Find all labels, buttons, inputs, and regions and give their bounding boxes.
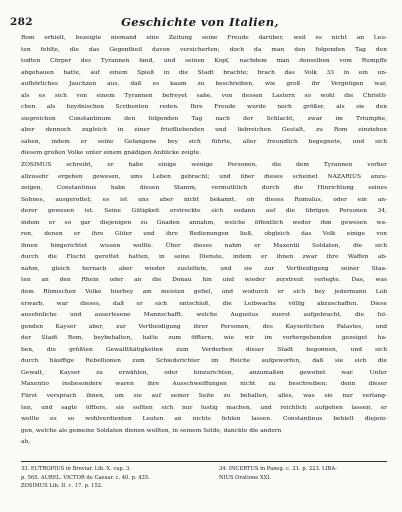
text-line: gen, welche als gemeine Soldaten dienen wollten, in seinem Solde, danckte die andern: [21, 427, 282, 434]
text-line: als es sich von einem Tyrannen befreyet sahe, von dessen Lastern so wohl die Christli-: [21, 92, 387, 99]
text-line: Rom erhielt, bezeigte niemand eine Zeitung seine Freude darüber, weil es nicht an Leu-: [21, 35, 387, 41]
text-line: todten Cörper des Tyrannen fand, und seinen Kopf, nachdem man denselben vom Rumpffe: [21, 58, 387, 65]
text-line: Sohnes, ausgerottet; es ist uns aber nicht bekannt, ob dieses Romulus, oder ein an-: [21, 196, 387, 203]
text-line: ZOSIMUS schreibt, er habe einige wenige Personen, die dem Tyrannen vorher: [21, 162, 387, 169]
text-line: nahm, gleich hernach aber wieder zustellete, und sie zur Vertheidigung seiner Staa-: [21, 265, 387, 272]
text-line: durch die Flucht gerettet hatten, in seine Dienste, indem er ihnen zwar ihre Waffen ab-: [21, 254, 387, 261]
footnotes-right-column: [219, 465, 387, 482]
text-line: indem er so gar diejenigen zu Gnaden annahm, welche öffentlich weder ihm gewesen wa-: [21, 219, 387, 226]
text-line: genden Kayser aber, zur Vertheidigung ihrer Personen, des Kayserlichen Palastes, und: [21, 323, 387, 330]
footnotes: [21, 465, 387, 497]
footnote-line: NIUS Oratione XXI.: [219, 474, 271, 481]
page-number: 282: [10, 16, 33, 28]
text-line: derer gewesen ist. Seine Gütigkeit erstreckte sich sodann auf die übrigen Personen 34,: [21, 208, 387, 215]
footnote-divider: [21, 461, 387, 462]
text-line: Maxentio insbesondere waren ihre Ausschweiffungen nicht zu beschreiben; denn dieser: [21, 381, 387, 388]
text-line: zeigen, Constantinus habe diesen Stamm, vermuthlich durch die Hinrichtung seines: [21, 185, 387, 192]
footnotes-left-column: [21, 465, 213, 491]
text-line: dem Römischen Volke hierbey am meisten gefiel, und wodurch er sich bey jedermann Lob: [21, 289, 387, 296]
text-line: ansehnliche und auserlesene Mannschafft, welche Augustus zuerst aufgebracht, die fol-: [21, 312, 387, 319]
text-line: abgehauen hatte, auf einem Spieß in die Stadt brachte; brach das Volk 33 in ein un-: [21, 69, 387, 76]
text-line: ten an den Rhein oder an die Donau hin und wieder zerstreut verlegte. Das, was: [21, 277, 387, 284]
text-line: aber dennoch zugleich in einer friedliebenden und liebreichen Gestalt, zu Rom einziehen: [21, 127, 387, 134]
running-title: Geschichte von Italien,: [121, 15, 279, 29]
text-line: chen als heydnischen Scribenten reden. Ihre Freude wurde noch größer, als sie den: [21, 104, 387, 111]
text-line: durch häuffige Rebellionen zum Schiedsrichter im Reiche aufgeworfen, daß sie sich die: [21, 358, 387, 365]
text-line: ben, die größten Gewaltthätigkeiten zum Verderben dieser Stadt begonnen, und sich: [21, 346, 387, 353]
text-line: Gewalt, Kayser zu erwählen, oder hinzurichten, anzumaßen gewohnt war. Unter: [21, 369, 387, 376]
footnote-line: ZOSIMUS Lib. II. c. 17. p. 152.: [21, 483, 103, 489]
text-line: ten, und sagte öffters, sie sollten sich nur lustig machen, und reichlich aufgehen lassen, er: [21, 404, 387, 411]
text-line: der Stadt Rom, beybehalten, hatte zum öfftern, wie wir im vorhergehenden gezeiget ha-: [21, 335, 387, 342]
text-line: erwarb, war dieses, daß er sich entschloß, die Leibwache völlig abzuschaffen. Diese: [21, 300, 387, 307]
text-line: Fürst versprach ihnen, um sie auf seiner Seite zu behalten, alles, was sie nur verlang-: [21, 392, 387, 399]
text-line: ihnen hingerichtet wissen wollte. Über dieses nahm er Maxentii Soldaten, die sich: [21, 242, 387, 249]
text-line: ten fehlte, die das Gegentheil davon versicherten; doch da man den folgenden Tag den: [21, 46, 387, 53]
footnote-line: 33. EUTROPIUS in Breviar. Lib. X. cap. 3.: [21, 466, 131, 472]
text-line: diesem großen Volke unter einem gnädigen Anblicke zeigte.: [21, 150, 202, 157]
text-line: ren, denen er ihre Güter und ihre Bedienungen ließ, obgleich das Volk einige von: [21, 231, 387, 238]
page-header: [10, 16, 390, 30]
body-text: [21, 33, 387, 449]
text-line: ab,: [21, 439, 31, 446]
text-line: siegreichen Constantinum den folgenden Tag nach der Schlacht, zwar im Triumphe,: [21, 115, 387, 122]
text-line: wollte es so wohlverdienten Leuten an nichts fehlen lassen. Constantinus behielt diejeni-: [21, 416, 387, 423]
footnote-line: 34. INCERTUS in Paneg. c. 21. p. 223. LIBA-: [219, 466, 337, 472]
text-line: aufhörliches Jauchzen aus, daß es kaum zu beschreiben, wie groß ihr Vergnügen war,: [21, 81, 387, 88]
text-line: allzusehr ergeben gewesen, ums Leben gebracht; und über dieses scheinet NAZARIUS anzu-: [21, 173, 387, 180]
text-line: sahen, indem er seine Gefangene bey sich führte, aller freundlich begegnete, und sich: [21, 138, 387, 145]
footnote-line: p. 565. AUREL. VICTOR de Caesar. c. 40. p. 435.: [21, 474, 150, 481]
